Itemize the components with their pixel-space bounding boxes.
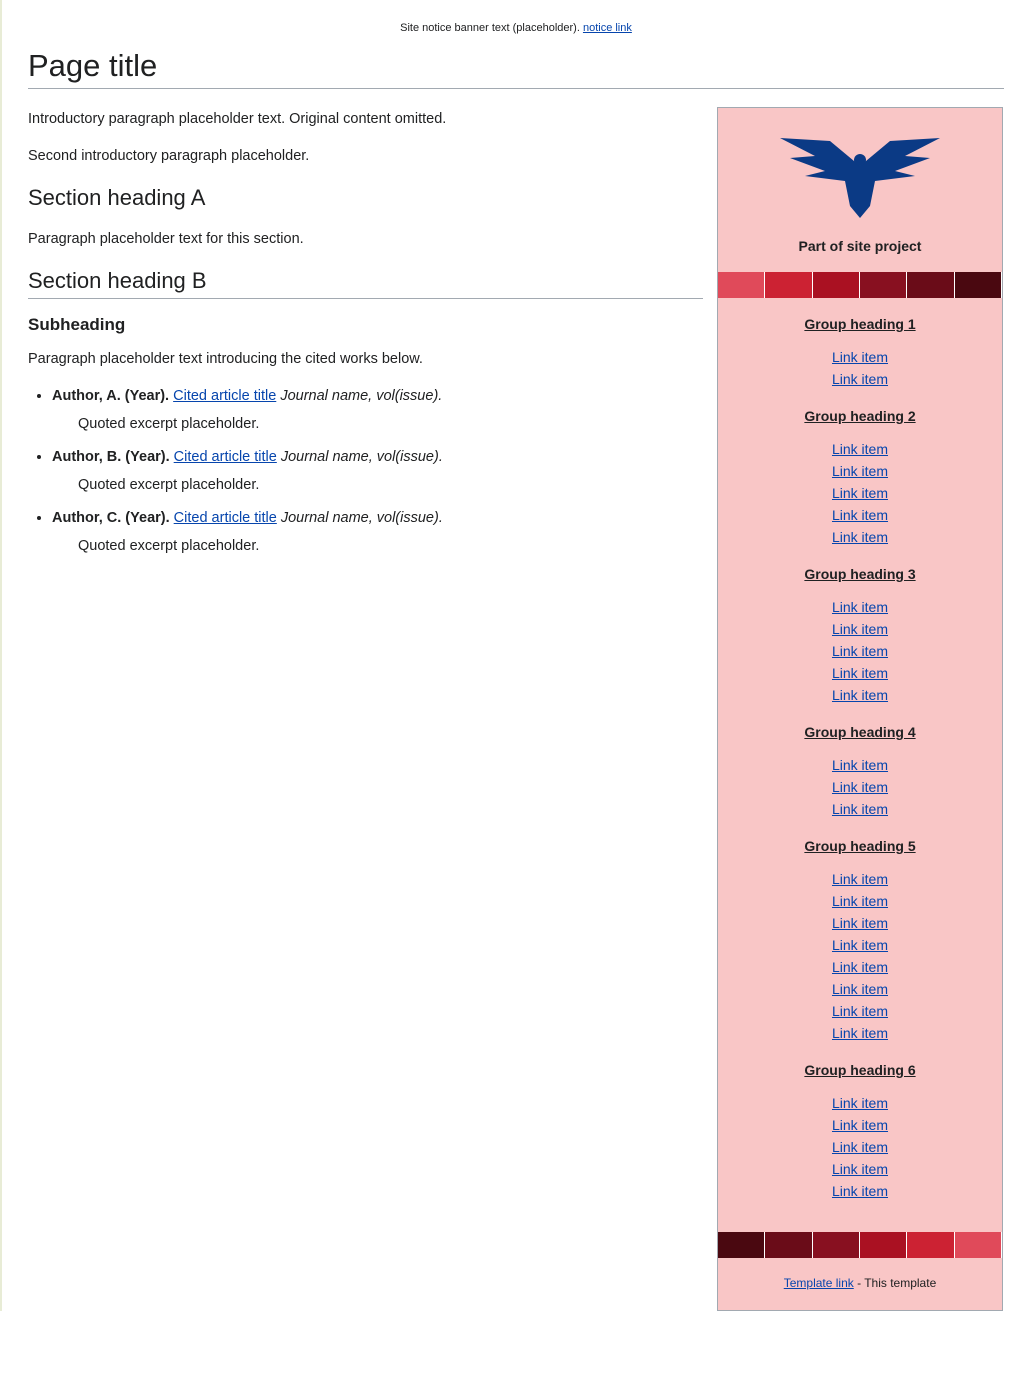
citation-journal: Journal name, vol(issue). [280,448,443,465]
nav-link[interactable]: Link item [831,599,889,615]
citation-journal: Journal name, vol(issue). [280,387,443,404]
nav-link[interactable]: Link item [831,529,889,545]
nav-link[interactable]: Link item [831,371,889,387]
citation-list [28,384,703,559]
nav-link[interactable]: Link item [831,1139,889,1155]
citation-item [52,384,703,437]
strip-swatch [860,272,907,298]
strip-swatch [907,1232,954,1258]
nav-link[interactable]: Link item [831,643,889,659]
citation-authors: Author, C. (Year). [52,509,170,526]
strip-swatch [765,1232,812,1258]
nav-link[interactable]: Link item [831,687,889,703]
citation-authors: Author, B. (Year). [52,448,170,465]
nav-group-heading[interactable]: Group heading 4 [804,724,916,740]
nav-group [718,566,1002,706]
strip-swatch [813,1232,860,1258]
nav-link[interactable]: Link item [831,937,889,953]
nav-link[interactable]: Link item [831,871,889,887]
citation-quote: Quoted excerpt placeholder. [78,477,260,493]
nav-group-heading[interactable]: Group heading 3 [804,566,916,582]
section-heading: Section heading B [28,269,703,299]
paragraph: Introductory paragraph placeholder text. Original content omitted. [28,111,447,127]
citation-link[interactable]: Cited article title [173,387,277,404]
color-strip [718,272,1002,298]
nav-link[interactable]: Link item [831,757,889,773]
paragraph: Paragraph placeholder text for this section. [28,230,304,247]
citation-journal: Journal name, vol(issue). [280,509,443,526]
citation-authors: Author, A. (Year). [52,387,170,404]
strip-swatch [955,1232,1002,1258]
color-strip [718,1232,1002,1258]
nav-link[interactable]: Link item [831,893,889,909]
page-title: Page title [28,48,1004,89]
nav-link[interactable]: Link item [831,1117,889,1133]
nav-link[interactable]: Link item [831,441,889,457]
strip-swatch [907,272,954,298]
nav-group-heading[interactable]: Group heading 6 [804,1062,916,1078]
strip-swatch [718,272,765,298]
citation-quote: Quoted excerpt placeholder. [78,416,260,432]
nav-link[interactable]: Link item [831,1095,889,1111]
subsection-heading: Subheading [28,314,126,334]
nav-link[interactable]: Link item [831,1025,889,1041]
main-content [28,107,703,1311]
nav-group [718,838,1002,1044]
notice-link[interactable]: notice link [582,22,632,34]
paragraph: Paragraph placeholder text introducing the cited works below. [28,351,423,367]
nav-group [718,316,1002,390]
nav-link[interactable]: Link item [831,507,889,523]
eagle-logo-icon [718,108,1002,234]
nav-link[interactable]: Link item [831,959,889,975]
nav-group [718,1062,1002,1202]
sidebar-navbox: Part of site project Group heading 1 Link item Link item Group heading 2 Link item Link item Link item Link item Link item Group heading 3 Link item Link item Link item Link item Link item Group heading 4 Link item Link item Link item Group heading 5 Link item Link item Link item Link item Link item Link item Link item Link item Group heading 6 Link item Link item Link item Link item Link item Template link - This template [717,107,1003,1311]
nav-link[interactable]: Link item [831,915,889,931]
nav-link[interactable]: Link item [831,1161,889,1177]
nav-group-heading[interactable]: Group heading 2 [804,408,916,424]
citation-link[interactable]: Cited article title [173,509,277,526]
citation-item [52,506,703,559]
nav-group [718,724,1002,820]
strip-swatch [955,272,1002,298]
citation-link[interactable]: Cited article title [173,448,277,465]
nav-link[interactable]: Link item [831,463,889,479]
strip-swatch [718,1232,765,1258]
nav-group-heading[interactable]: Group heading 5 [804,838,916,854]
nav-link[interactable]: Link item [831,1183,889,1199]
nav-link[interactable]: Link item [831,349,889,365]
citation-item [52,445,703,498]
strip-swatch [765,272,812,298]
strip-swatch [813,272,860,298]
nav-link[interactable]: Link item [831,485,889,501]
template-link[interactable]: Template link [783,1276,854,1290]
nav-link[interactable]: Link item [831,1003,889,1019]
nav-link[interactable]: Link item [831,779,889,795]
nav-group-heading[interactable]: Group heading 1 [804,316,916,332]
nav-link[interactable]: Link item [831,801,889,817]
nav-link[interactable]: Link item [831,621,889,637]
citation-quote: Quoted excerpt placeholder. [78,538,260,554]
strip-swatch [860,1232,907,1258]
project-label: Part of site project [798,238,922,254]
nav-link[interactable]: Link item [831,981,889,997]
paragraph: Second introductory paragraph placeholder. [28,147,310,164]
site-notice: Site notice banner text (placeholder). notice link [400,22,632,34]
section-heading: Section heading A [28,185,206,210]
nav-group [718,408,1002,548]
nav-link[interactable]: Link item [831,665,889,681]
